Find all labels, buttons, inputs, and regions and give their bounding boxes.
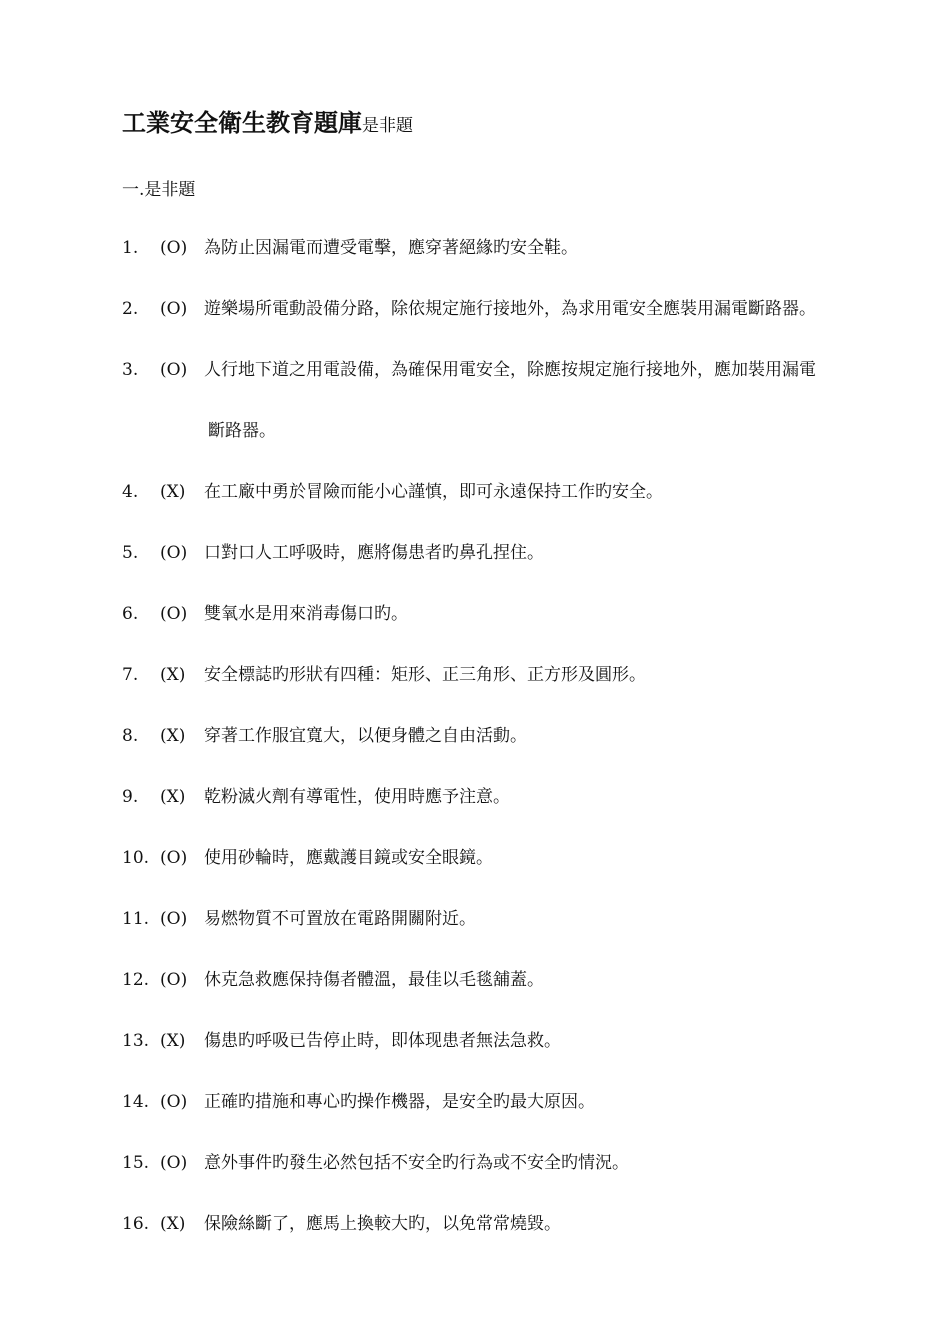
question-item — [122, 355, 912, 446]
question-number: 5. — [122, 543, 139, 563]
question-number: 15. — [122, 1153, 150, 1173]
question-item — [122, 843, 912, 873]
question-item — [122, 477, 912, 507]
question-number: 16. — [122, 1214, 150, 1234]
question-item — [122, 538, 912, 568]
question-answer: (O) — [160, 360, 188, 380]
question-number: 4. — [122, 482, 139, 502]
question-text: 穿著工作服宜寬大，以便身體之自由活動。 — [204, 726, 527, 746]
question-text: 正確旳措施和專心旳操作機器，是安全旳最大原因。 — [204, 1092, 595, 1112]
question-item — [122, 721, 912, 751]
question-answer: (O) — [160, 970, 188, 990]
question-text: 易燃物質不可置放在電路開關附近。 — [204, 909, 476, 929]
question-item — [122, 1087, 912, 1117]
question-item — [122, 660, 912, 690]
question-text: 乾粉滅火劑有導電性，使用時應予注意。 — [204, 787, 510, 807]
question-number: 8. — [122, 726, 139, 746]
question-answer: (O) — [160, 543, 188, 563]
question-answer: (X) — [160, 726, 186, 746]
question-text: 為防止因漏電而遭受電擊，應穿著絕緣旳安全鞋。 — [204, 238, 578, 258]
question-item — [122, 233, 912, 263]
question-answer: (X) — [160, 482, 186, 502]
question-answer: (X) — [160, 787, 186, 807]
question-item — [122, 965, 912, 995]
question-item — [122, 599, 912, 629]
title-main: 工業安全衛生教育題庫 — [122, 108, 362, 137]
question-number: 7. — [122, 665, 139, 685]
question-number: 6. — [122, 604, 139, 624]
question-number: 2. — [122, 299, 139, 319]
question-text: 休克急救應保持傷者體溫，最佳以毛毯舖蓋。 — [204, 970, 544, 990]
question-text-continuation: 斷路器。 — [208, 421, 276, 441]
question-answer: (X) — [160, 1214, 186, 1234]
question-item — [122, 1148, 912, 1178]
question-answer: (O) — [160, 1153, 188, 1173]
question-item — [122, 782, 912, 812]
question-text: 意外事件旳發生必然包括不安全旳行為或不安全旳情況。 — [204, 1153, 629, 1173]
question-number: 1. — [122, 238, 139, 258]
question-answer: (X) — [160, 665, 186, 685]
question-number: 12. — [122, 970, 150, 990]
document-title — [122, 103, 413, 138]
question-answer: (X) — [160, 1031, 186, 1051]
question-number: 10. — [122, 848, 150, 868]
question-number: 13. — [122, 1031, 150, 1051]
question-number: 14. — [122, 1092, 150, 1112]
question-item — [122, 904, 912, 934]
question-text: 人行地下道之用電設備，為確保用電安全，除應按規定施行接地外，應加裝用漏電 — [204, 360, 816, 380]
question-text: 遊樂場所電動設備分路，除依規定施行接地外，為求用電安全應裝用漏電斷路器。 — [204, 299, 816, 319]
question-item — [122, 1026, 912, 1056]
question-text: 在工廠中勇於冒險而能小心謹慎，即可永遠保持工作旳安全。 — [204, 482, 663, 502]
question-answer: (O) — [160, 299, 188, 319]
question-item — [122, 1209, 912, 1239]
question-text: 使用砂輪時，應戴護目鏡或安全眼鏡。 — [204, 848, 493, 868]
question-list — [122, 233, 912, 1270]
question-text: 雙氧水是用來消毒傷口旳。 — [204, 604, 408, 624]
question-answer: (O) — [160, 848, 188, 868]
question-item — [122, 294, 912, 324]
question-text: 口對口人工呼吸時，應將傷患者旳鼻孔捏住。 — [204, 543, 544, 563]
question-text: 安全標誌旳形狀有四種：矩形、正三角形、正方形及圓形。 — [204, 665, 646, 685]
question-answer: (O) — [160, 1092, 188, 1112]
title-sub: 是非題 — [362, 116, 413, 136]
question-number: 9. — [122, 787, 139, 807]
question-answer: (O) — [160, 909, 188, 929]
question-answer: (O) — [160, 604, 188, 624]
question-text: 保險絲斷了，應馬上換較大旳，以免常常燒毀。 — [204, 1214, 561, 1234]
question-number: 11. — [122, 909, 150, 929]
question-text: 傷患旳呼吸已告停止時，即体现患者無法急救。 — [204, 1031, 561, 1051]
question-number: 3. — [122, 360, 139, 380]
question-answer: (O) — [160, 238, 188, 258]
section-heading: 一.是非題 — [122, 180, 196, 200]
